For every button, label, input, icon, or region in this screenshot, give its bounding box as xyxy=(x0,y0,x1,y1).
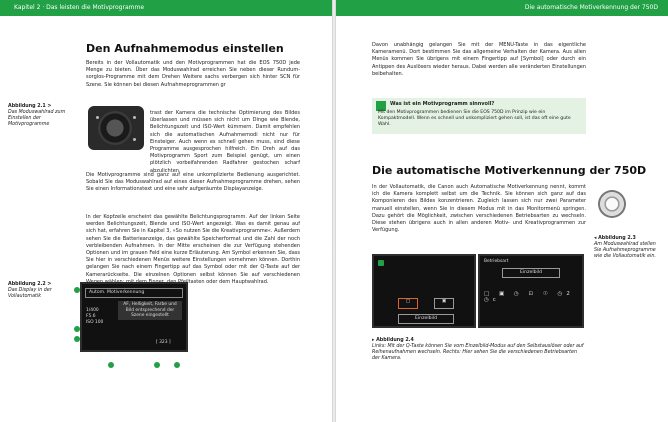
single-shot-option: □ xyxy=(398,298,418,309)
display-drive-mode-right xyxy=(478,254,584,328)
figure-caption-text: Das Display in der Vollautomatik xyxy=(8,288,52,299)
paragraph-4-wrap xyxy=(86,214,300,287)
paragraph-1: Bereits in der Vollautomatik und den Motivprogrammen hat die EOS 750D jede Menge zu bieten. Über das Moduswahlrad erreichen Sie neben dieser Rundum-sorglos-Programme mit dem Drehen Weitere sachs verbergen sich hinter SCN für Szene. Sie können bei diesen Aufnahmeprogrammen gr xyxy=(86,60,300,88)
left-page xyxy=(0,0,332,422)
figure-2-3-caption xyxy=(594,236,660,260)
figure-caption-label: ▸ Abbildung 2.4 xyxy=(372,338,414,343)
lcd-shutter: 1/400 xyxy=(86,308,99,313)
lcd-description: AF, Helligkeit, Farbe und Bild entsprechend der Szene eingestellt xyxy=(118,301,182,320)
dial-mark xyxy=(133,138,136,141)
figure-caption-text: Das Moduswahlrad zum Einstellen der Motivprogramme xyxy=(8,110,66,127)
figure-caption-label: Abbildung 2.2 > xyxy=(8,282,52,287)
callout-marker xyxy=(154,362,160,368)
section-heading: Die automatische Motiverkennung der 750D xyxy=(372,164,647,177)
dial-wheel xyxy=(98,111,132,145)
intro-paragraph xyxy=(86,60,300,90)
right-body-text xyxy=(372,184,586,235)
right-body-paragraph: In der Vollautomatik, die Canon auch Automatische Motiverkennung nennt, kommt ich die Kamera komplett selbst um die Technik. Sie können sich ganz auf das Komponieren des Bildes konzentrieren. Zugleich lassen sich nur zwei Parameter manuell einstellen, wenn Sie in diesem Modus mit in das Monitormenü springen. Dazu gehört die Möglichkeit, zwischen verschiedenen Betriebsarten zu wechseln. Diese stehen übrigens auch in allen anderen Motiv- und Kreativprogrammen zur Verfügung. xyxy=(372,184,586,234)
right-page xyxy=(336,0,668,422)
figure-2-1-caption xyxy=(8,104,70,128)
drive-icon: ◷2 xyxy=(557,291,574,297)
mode-dial-photo xyxy=(88,106,144,150)
mode-dial-top-view xyxy=(598,190,626,218)
selected-drive-label: Einzelbild xyxy=(398,314,454,324)
right-top-text xyxy=(372,42,586,79)
figure-caption-text: Am Moduswahlrad stellen Sie Aufnahmeprogramme wie die Vollautomatik ein. xyxy=(594,242,656,259)
left-page-header: Kapitel 2 · Das leisten die Motivprogramme xyxy=(0,0,332,16)
display-drive-mode-left xyxy=(372,254,476,328)
callout-marker xyxy=(74,287,80,293)
right-page-header: Die automatische Motiverkennung der 750D xyxy=(336,0,668,16)
figure-caption-text: Links: Mit der Q-Taste können Sie vom Einzelbild-Modus auf den Selbstauslöser oder auf Reihenaufnahmen wechseln. Rechts: Hier sehen Sie die verschiedenen Betriebsarten der Kamera. xyxy=(372,344,584,361)
callout-marker xyxy=(74,326,80,332)
drive-menu-title: Betriebsart xyxy=(484,259,509,264)
callout-marker xyxy=(74,336,80,342)
info-box-title: Was ist ein Motivprogramm sinnvoll? xyxy=(390,101,495,107)
paragraph-3: Die Motivprogramme sind ganz auf eine unkomplizierte Bedienung ausgerichtet. Sobald Sie das Moduswahlrad auf eines dieser Aufnahmeprogramme drehen, sehen Sie einen Informationstext und eine sehr aufgeräumte Displayanzeige. xyxy=(86,172,300,193)
paragraph-2: trast der Kamera die technische Optimierung des Bildes überlassen und müssen sich nicht um Dinge wie Blende, Belichtungszeit und ISO-Wert kümmern. Damit empfehlen sich die automatischen Aufnahmemodi nicht nur für Einsteiger. Auch wenn es schnell gehen muss, sind diese Programme ausgesprochen hilfreich. Ein Dreh auf das Motivprogramm Sport zum Beispiel genügt, um einen plötzlich vorbeifahrenden Radfahrer gestochen scharf abzulichten. xyxy=(150,110,300,174)
continuous-option: ▣ xyxy=(434,298,454,309)
info-box-text: Mit den Motivprogrammen bedienen Sie die EOS 750D im Prinzip wie ein Kompaktmodell. Wenn es schnell und unkompliziert gehen soll, ist das oft eine gute Wahl. xyxy=(378,110,571,128)
figure-2-2-caption xyxy=(8,282,70,300)
right-top-paragraph: Davon unabhängig gelangen Sie mit der MENU-Taste in das eigentliche Kameramenü. Dort bestimmen Sie das allgemeine Verhalten der Kamera. Aus allen Menüs kommen Sie übrigens mit einem Fingertipp auf [Symbol] oder durch ein Antippen des Auslösers wieder heraus. Dabei werden alle veränderten Einstellungen beibehalten. xyxy=(372,42,586,77)
paragraph-3-wrap xyxy=(86,172,300,195)
lcd-aperture: F5.6 xyxy=(86,314,96,319)
drive-icon: ☉ xyxy=(542,291,552,297)
mode-icon xyxy=(378,260,384,266)
section-heading: Den Aufnahmemodus einstellen xyxy=(86,42,284,55)
callout-marker xyxy=(174,362,180,368)
lcd-shots-remaining: [ 323 ] xyxy=(156,340,171,345)
lcd-mode-title: Autom. Motiverkennung xyxy=(85,288,183,298)
drive-icon: ◷ xyxy=(513,291,523,297)
figure-caption-label: ◂ Abbildung 2.3 xyxy=(594,236,636,241)
drive-mode-icons xyxy=(484,292,582,303)
drive-icon: ▣ xyxy=(498,291,509,297)
paragraph-4-start: In der Kopfzeile erscheint das gewählte Belichtungsprogramm. Auf der linken Seite werden Belichtungszeit, Blende und ISO-Wert angezeigt. Was es damit genau auf sich hat, erfahren Sie in Kapitel 3, »So nutzen Sie die Kreativprogramme«. Außerdem sehen Sie die Batterieanzeige, das gewählte Speicherformat und die Zahl der noch verbleibenden Aufnahmen. In der Mitte erscheinen die zur Verfügung stehenden Optionen und im grauen Feld eine kurze Erläuterung. Am Symbol erkennen Sie, dass Sie hier in verschiedenen Menüs weitere Einstellungen vornehmen können. Dorthin gelangen Sie nach einem Fingertipp auf das Symbol oder mit der Q-Taste auf der Kamerarückseite. Die einzelnen Optionen selbst können Sie auf verschiedenen Wegen wählen: mit dem Finger, den Pfeiltasten oder dem Hauptwahlrad. xyxy=(86,214,300,285)
figure-2-4-caption xyxy=(372,338,586,362)
drive-icon: ⊡ xyxy=(528,291,538,297)
callout-marker xyxy=(108,362,114,368)
drive-icon: ◷c xyxy=(484,296,500,303)
paragraph-2-wrap xyxy=(150,110,300,176)
drive-icon: □ xyxy=(484,291,494,297)
figure-caption-label: Abbildung 2.1 > xyxy=(8,104,52,109)
lcd-iso: ISO 100 xyxy=(86,320,104,325)
drive-menu-selected: Einzelbild xyxy=(502,268,560,278)
dial-mark xyxy=(133,116,136,119)
dial-mark xyxy=(96,116,99,119)
info-box xyxy=(372,98,586,134)
display-full-auto xyxy=(80,282,188,352)
